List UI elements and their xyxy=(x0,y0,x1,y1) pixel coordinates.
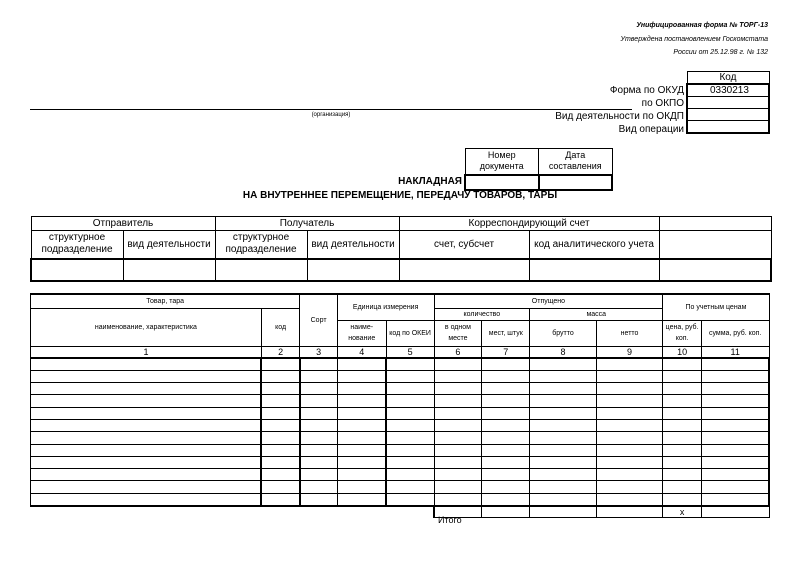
goods-cell[interactable] xyxy=(434,383,482,395)
goods-cell[interactable] xyxy=(337,469,386,481)
goods-cell[interactable] xyxy=(386,444,434,456)
goods-cell[interactable] xyxy=(300,456,337,468)
goods-cell[interactable] xyxy=(701,432,769,444)
goods-cell[interactable] xyxy=(482,395,530,407)
okei-header: код по ОКЕИ xyxy=(386,320,434,346)
goods-cell[interactable] xyxy=(701,370,769,382)
goods-cell[interactable] xyxy=(31,419,262,431)
goods-cell[interactable] xyxy=(530,358,597,370)
goods-cell[interactable] xyxy=(337,493,386,505)
goods-cell[interactable] xyxy=(482,419,530,431)
goods-cell[interactable] xyxy=(596,419,663,431)
subaccount-field[interactable] xyxy=(399,259,529,281)
goods-cell[interactable] xyxy=(434,456,482,468)
goods-cell[interactable] xyxy=(31,383,262,395)
goods-cell[interactable] xyxy=(261,481,299,493)
receiver-header: Получатель xyxy=(215,217,399,231)
total-net[interactable] xyxy=(596,506,663,518)
goods-cell[interactable] xyxy=(596,358,663,370)
goods-cell[interactable] xyxy=(482,370,530,382)
goods-cell[interactable] xyxy=(261,383,299,395)
okud-code[interactable]: 0330213 xyxy=(687,84,769,97)
sender-activity: вид деятельности xyxy=(123,231,215,259)
parties-extra-field[interactable] xyxy=(659,259,771,281)
goods-cell[interactable] xyxy=(701,469,769,481)
total-sum[interactable] xyxy=(701,506,769,518)
goods-cell[interactable] xyxy=(386,432,434,444)
mass-header: масса xyxy=(530,308,663,320)
sender-activity-field[interactable] xyxy=(123,259,215,281)
total-caption: Итого xyxy=(438,515,462,525)
goods-cell[interactable] xyxy=(337,456,386,468)
col-num-9: 9 xyxy=(596,346,663,358)
goods-cell[interactable] xyxy=(701,358,769,370)
goods-cell[interactable] xyxy=(300,493,337,505)
sort-header: Сорт xyxy=(300,294,337,346)
okdp-label: Вид деятельности по ОКДП xyxy=(555,111,684,122)
goods-cell[interactable] xyxy=(482,481,530,493)
goods-cell[interactable] xyxy=(434,370,482,382)
goods-cell[interactable] xyxy=(596,383,663,395)
goods-cell[interactable] xyxy=(386,419,434,431)
goods-row xyxy=(31,493,770,505)
goods-cell[interactable] xyxy=(596,407,663,419)
price-header: цена, руб. коп. xyxy=(663,320,701,346)
codes-table xyxy=(686,71,770,134)
okdp-code[interactable] xyxy=(687,109,769,121)
goods-cell[interactable] xyxy=(261,370,299,382)
goods-tara-header: Товар, тара xyxy=(31,294,300,308)
receiver-activity-field[interactable] xyxy=(307,259,399,281)
unit-name-header: наиме-нование xyxy=(337,320,386,346)
goods-cell[interactable] xyxy=(300,444,337,456)
goods-cell[interactable] xyxy=(596,456,663,468)
doc-subtitle: НА ВНУТРЕННЕЕ ПЕРЕМЕЩЕНИЕ, ПЕРЕДАЧУ ТОВАРОВ, ТАРЫ xyxy=(242,190,558,201)
goods-cell[interactable] xyxy=(261,444,299,456)
goods-cell[interactable] xyxy=(663,481,701,493)
goods-cell[interactable] xyxy=(31,469,262,481)
goods-cell[interactable] xyxy=(663,370,701,382)
col-num-4: 4 xyxy=(337,346,386,358)
goods-cell[interactable] xyxy=(530,419,597,431)
goods-cell[interactable] xyxy=(530,407,597,419)
goods-row xyxy=(31,469,770,481)
goods-cell[interactable] xyxy=(482,456,530,468)
goods-cell[interactable] xyxy=(434,444,482,456)
unit-header: Единица измерения xyxy=(337,294,434,320)
approval-line-2: России от 25.12.98 г. № 132 xyxy=(673,49,768,56)
goods-cell[interactable] xyxy=(31,493,262,505)
goods-row xyxy=(31,395,770,407)
goods-cell[interactable] xyxy=(663,469,701,481)
goods-cell[interactable] xyxy=(386,469,434,481)
goods-cell[interactable] xyxy=(434,493,482,505)
goods-cell[interactable] xyxy=(596,432,663,444)
sum-header: сумма, руб. коп. xyxy=(701,320,769,346)
okud-label: Форма по ОКУД xyxy=(609,85,684,96)
accounting-header: По учетным ценам xyxy=(663,294,769,320)
goods-cell[interactable] xyxy=(663,358,701,370)
sender-struct-unit: структурное подразделение xyxy=(31,231,123,259)
organization-line[interactable] xyxy=(30,109,632,110)
operation-label: Вид операции xyxy=(618,124,684,135)
goods-cell[interactable] xyxy=(663,444,701,456)
goods-cell[interactable] xyxy=(482,358,530,370)
total-places[interactable] xyxy=(482,506,530,518)
goods-cell[interactable] xyxy=(261,419,299,431)
goods-cell[interactable] xyxy=(386,407,434,419)
col-num-8: 8 xyxy=(530,346,597,358)
col-num-6: 6 xyxy=(434,346,482,358)
goods-cell[interactable] xyxy=(434,419,482,431)
gross-header: брутто xyxy=(530,320,597,346)
receiver-activity: вид деятельности xyxy=(307,231,399,259)
net-header: нетто xyxy=(596,320,663,346)
col-num-11: 11 xyxy=(701,346,769,358)
goods-cell[interactable] xyxy=(434,395,482,407)
one-place-header: в одном месте xyxy=(434,320,482,346)
goods-cell[interactable] xyxy=(663,432,701,444)
organization-caption: (организация) xyxy=(311,112,351,118)
column-numbers-row xyxy=(31,346,770,358)
goods-cell[interactable] xyxy=(482,469,530,481)
goods-cell[interactable] xyxy=(663,493,701,505)
subaccount-header: счет, субсчет xyxy=(399,231,529,259)
goods-body xyxy=(31,358,770,506)
doc-number-header: Номер документа xyxy=(465,149,539,175)
goods-row xyxy=(31,432,770,444)
parties-empty-sub xyxy=(659,231,771,259)
goods-cell[interactable] xyxy=(701,456,769,468)
goods-cell[interactable] xyxy=(434,469,482,481)
goods-cell[interactable] xyxy=(261,469,299,481)
goods-cell[interactable] xyxy=(530,395,597,407)
col-num-7: 7 xyxy=(482,346,530,358)
goods-cell[interactable] xyxy=(482,493,530,505)
goods-cell[interactable] xyxy=(337,432,386,444)
codes-title: Код xyxy=(687,72,769,85)
doc-number-date-table xyxy=(464,148,613,191)
places-header: мест, штук xyxy=(482,320,530,346)
goods-cell[interactable] xyxy=(530,370,597,382)
goods-cell[interactable] xyxy=(663,407,701,419)
goods-cell[interactable] xyxy=(701,444,769,456)
goods-cell[interactable] xyxy=(530,432,597,444)
goods-cell[interactable] xyxy=(386,456,434,468)
goods-cell[interactable] xyxy=(300,469,337,481)
col-num-5: 5 xyxy=(386,346,434,358)
doc-title: НАКЛАДНАЯ xyxy=(398,176,462,187)
goods-cell[interactable] xyxy=(701,395,769,407)
goods-cell[interactable] xyxy=(386,370,434,382)
goods-row xyxy=(31,358,770,370)
approval-line-1: Утверждена постановлением Госкомстата xyxy=(620,36,768,43)
col-num-3: 3 xyxy=(300,346,337,358)
goods-cell[interactable] xyxy=(701,383,769,395)
okpo-label: по ОКПО xyxy=(641,98,684,109)
total-row xyxy=(31,506,770,518)
goods-cell[interactable] xyxy=(31,370,262,382)
goods-cell[interactable] xyxy=(701,407,769,419)
goods-cell[interactable] xyxy=(530,383,597,395)
goods-cell[interactable] xyxy=(530,493,597,505)
goods-cell[interactable] xyxy=(596,395,663,407)
goods-cell[interactable] xyxy=(300,358,337,370)
goods-cell[interactable] xyxy=(31,444,262,456)
goods-cell[interactable] xyxy=(261,407,299,419)
goods-cell[interactable] xyxy=(434,432,482,444)
goods-cell[interactable] xyxy=(701,493,769,505)
goods-row xyxy=(31,444,770,456)
sender-struct-field[interactable] xyxy=(31,259,123,281)
goods-row xyxy=(31,419,770,431)
total-x: х xyxy=(663,506,701,518)
goods-cell[interactable] xyxy=(482,383,530,395)
operation-code[interactable] xyxy=(687,121,769,133)
goods-cell[interactable] xyxy=(434,407,482,419)
goods-cell[interactable] xyxy=(596,444,663,456)
goods-row xyxy=(31,456,770,468)
receiver-struct-field[interactable] xyxy=(215,259,307,281)
goods-cell[interactable] xyxy=(482,444,530,456)
goods-cell[interactable] xyxy=(663,395,701,407)
goods-cell[interactable] xyxy=(482,407,530,419)
goods-row xyxy=(31,383,770,395)
goods-cell[interactable] xyxy=(386,383,434,395)
account-header: Корреспондирующий счет xyxy=(399,217,659,231)
goods-cell[interactable] xyxy=(530,444,597,456)
goods-cell[interactable] xyxy=(31,358,262,370)
form-name: Унифицированная форма № ТОРГ-13 xyxy=(636,22,768,29)
goods-cell[interactable] xyxy=(261,456,299,468)
goods-cell[interactable] xyxy=(337,407,386,419)
total-label-cell xyxy=(31,506,435,518)
goods-cell[interactable] xyxy=(596,493,663,505)
name-header: наименование, характеристика xyxy=(31,308,262,346)
goods-cell[interactable] xyxy=(31,456,262,468)
okpo-code[interactable] xyxy=(687,97,769,109)
goods-cell[interactable] xyxy=(386,395,434,407)
goods-cell[interactable] xyxy=(596,481,663,493)
analytic-code-header: код аналитического учета xyxy=(529,231,659,259)
goods-cell[interactable] xyxy=(701,481,769,493)
goods-cell[interactable] xyxy=(300,481,337,493)
goods-cell[interactable] xyxy=(300,407,337,419)
doc-number-field[interactable] xyxy=(465,175,539,190)
goods-cell[interactable] xyxy=(596,469,663,481)
goods-cell[interactable] xyxy=(386,481,434,493)
goods-cell[interactable] xyxy=(337,370,386,382)
quantity-header: количество xyxy=(434,308,530,320)
receiver-struct-unit: структурное подразделение xyxy=(215,231,307,259)
col-num-2: 2 xyxy=(261,346,299,358)
goods-cell[interactable] xyxy=(337,481,386,493)
goods-cell[interactable] xyxy=(261,432,299,444)
goods-cell[interactable] xyxy=(31,481,262,493)
col-num-1: 1 xyxy=(31,346,262,358)
goods-cell[interactable] xyxy=(663,419,701,431)
goods-cell[interactable] xyxy=(31,395,262,407)
goods-cell[interactable] xyxy=(434,481,482,493)
goods-row xyxy=(31,407,770,419)
goods-cell[interactable] xyxy=(261,358,299,370)
goods-cell[interactable] xyxy=(663,456,701,468)
goods-cell[interactable] xyxy=(337,444,386,456)
released-header: Отпущено xyxy=(434,294,663,308)
goods-cell[interactable] xyxy=(300,419,337,431)
goods-cell[interactable] xyxy=(434,358,482,370)
parties-empty-header xyxy=(659,217,771,231)
goods-cell[interactable] xyxy=(300,432,337,444)
goods-cell[interactable] xyxy=(530,469,597,481)
goods-cell[interactable] xyxy=(337,358,386,370)
goods-cell[interactable] xyxy=(300,395,337,407)
doc-date-header: Дата составления xyxy=(539,149,613,175)
goods-cell[interactable] xyxy=(337,395,386,407)
goods-cell[interactable] xyxy=(300,383,337,395)
goods-cell[interactable] xyxy=(31,432,262,444)
analytic-code-field[interactable] xyxy=(529,259,659,281)
goods-cell[interactable] xyxy=(482,432,530,444)
total-gross[interactable] xyxy=(530,506,597,518)
goods-cell[interactable] xyxy=(530,456,597,468)
goods-cell[interactable] xyxy=(596,370,663,382)
goods-cell[interactable] xyxy=(337,383,386,395)
goods-cell[interactable] xyxy=(337,419,386,431)
code-header: код xyxy=(261,308,299,346)
goods-table xyxy=(30,293,770,518)
goods-cell[interactable] xyxy=(701,419,769,431)
goods-cell[interactable] xyxy=(386,493,434,505)
goods-cell[interactable] xyxy=(663,383,701,395)
goods-cell[interactable] xyxy=(31,407,262,419)
goods-row xyxy=(31,370,770,382)
col-num-10: 10 xyxy=(663,346,701,358)
goods-cell[interactable] xyxy=(261,395,299,407)
doc-date-field[interactable] xyxy=(539,175,613,190)
parties-table xyxy=(30,216,772,282)
goods-cell[interactable] xyxy=(300,370,337,382)
goods-cell[interactable] xyxy=(386,358,434,370)
goods-cell[interactable] xyxy=(530,481,597,493)
goods-cell[interactable] xyxy=(261,493,299,505)
sender-header: Отправитель xyxy=(31,217,215,231)
goods-row xyxy=(31,481,770,493)
